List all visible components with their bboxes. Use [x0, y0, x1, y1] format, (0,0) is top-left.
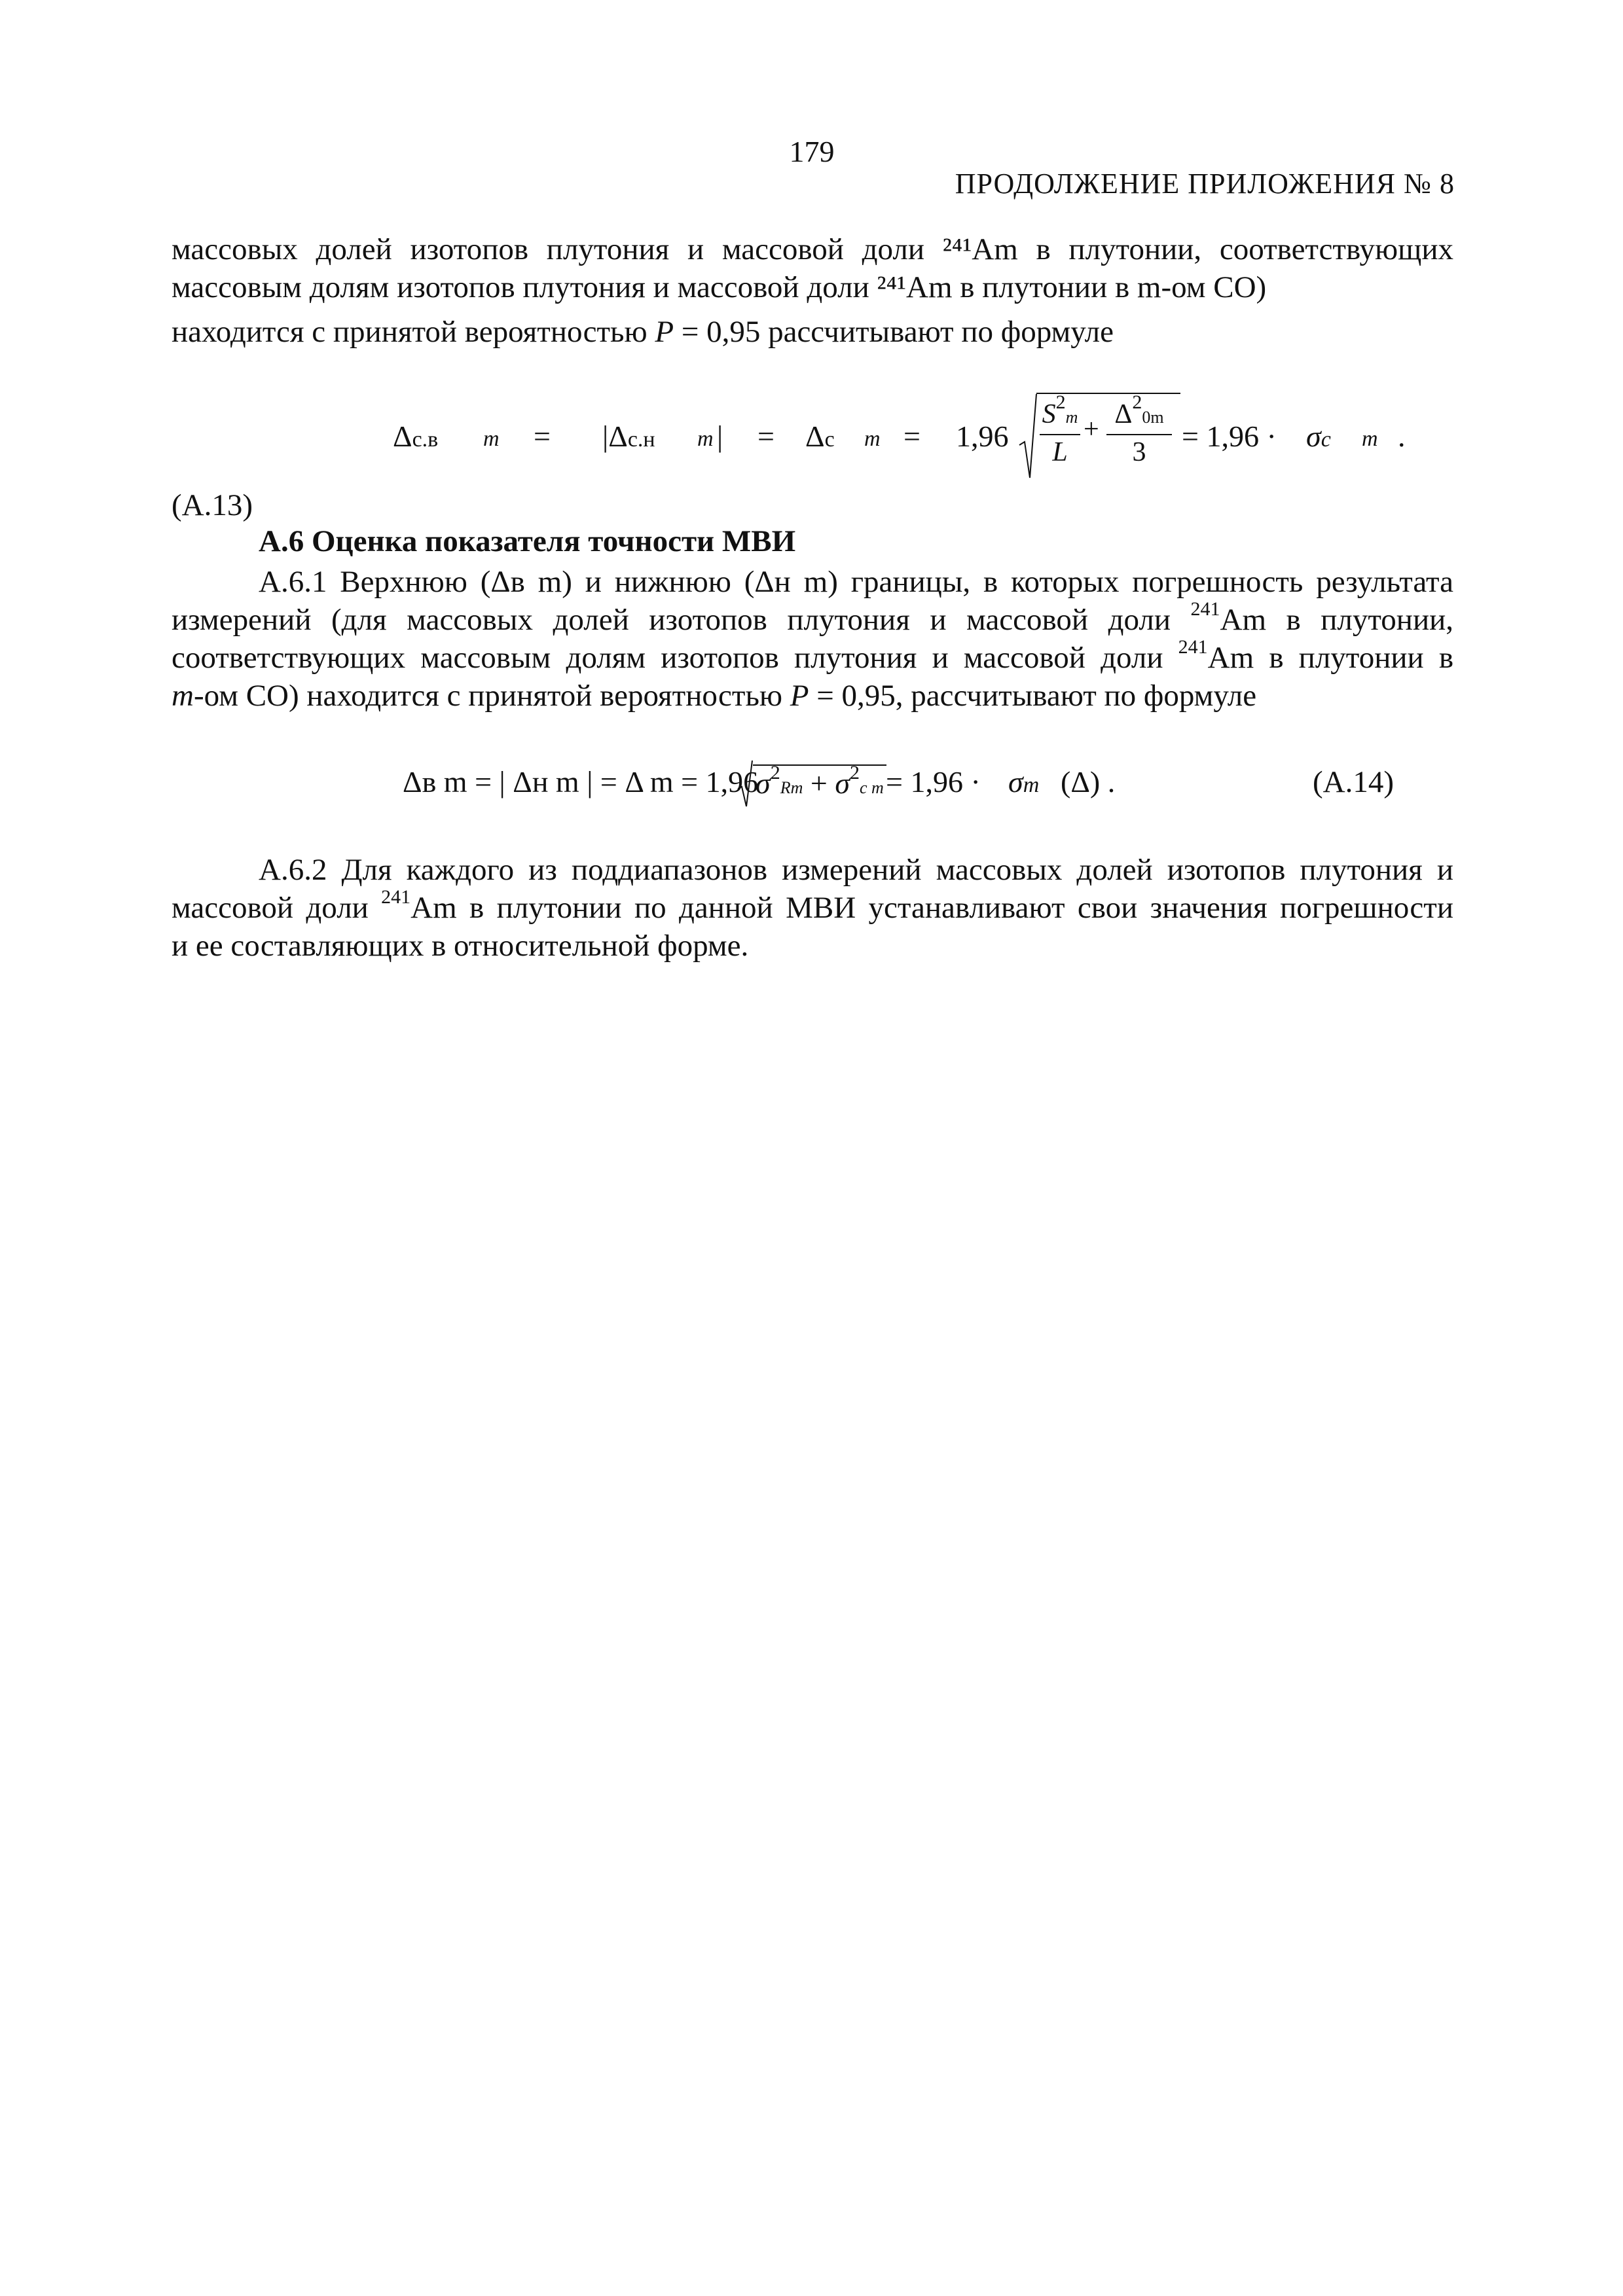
a13-m-1: m [483, 427, 500, 451]
intro-line3-post: = 0,95 рассчитывают по формуле [674, 315, 1114, 349]
intro-line-3 [172, 313, 1453, 351]
formula-a14 [403, 759, 1450, 812]
page-number: 179 [789, 135, 835, 168]
delta-v-symbol: Δв m [490, 565, 562, 599]
formula-a13 [393, 393, 1414, 484]
a61-line-1: А.6.1 Верхнюю (Δв m) и нижнюю (Δн m) границы, в которых погрешность результата [259, 565, 1454, 599]
a13-m-2: m [697, 427, 714, 451]
a13-eq-2: = [757, 420, 775, 453]
a13-coefficient: 1,96 [956, 420, 1009, 453]
a13-eq-mid: = 1,96 · [1182, 420, 1277, 453]
intro-line3-pre: находится с принятой вероятностью [172, 315, 655, 349]
a14-rhs: = 1,96 · [886, 765, 981, 798]
a61-line-3: соответствующих массовым долям изотопов плутония и массовой доли $^{241}$Am в плутонии в [172, 636, 1454, 675]
a13-eq-1: = [534, 420, 551, 453]
a14-arg: (Δ) . [1061, 765, 1116, 798]
a61-line-2: измерений (для массовых долей изотопов плутония и массовой доли $^{241}$Am в плутонии, [172, 598, 1453, 637]
section-heading: А.6 Оценка показателя точности МВИ [259, 524, 796, 558]
a13-abs-delta-sn: |Δс.н [602, 420, 655, 453]
a13-plus: + [1084, 414, 1099, 444]
delta-n-symbol: Δн m [754, 565, 828, 599]
a13-m-4: m [1362, 427, 1378, 451]
a14-sigma-m: σm [1008, 765, 1040, 798]
sqrt-sign-a13 [1018, 393, 1038, 481]
running-header: ПРОДОЛЖЕНИЕ ПРИЛОЖЕНИЯ № 8 [955, 168, 1455, 200]
a13-eq-3: = [903, 420, 921, 453]
a13-abs-close: | [717, 420, 723, 453]
a13-dot: . [1398, 420, 1406, 453]
a14-lhs: Δв m = | Δн m | = Δ m = 1,96 [403, 765, 759, 798]
formula-a13-label: (А.13) [172, 488, 253, 522]
probability-symbol: P [655, 315, 674, 349]
a13-frac2: $\Delta^20m$ 3 [1106, 398, 1172, 469]
a13-delta-sv: Δс.в [393, 420, 439, 453]
a14-radicand: $\sigma^2Rm + \sigma^2c$ m [753, 764, 886, 800]
intro-lines-1-2: массовых долей изотопов плутония и массовой доли ²⁴¹Am в плутонии, соответствующих массовым долям изотопов плутония и массовой доли ²⁴¹Am в плутонии в m-ом СО) [172, 232, 1453, 304]
a13-frac1: $S^2m$ L [1040, 398, 1080, 469]
a62-line-1: А.6.2 Для каждого из поддиапазонов измерений массовых долей изотопов плутония и [259, 853, 1453, 887]
a13-delta-c: Δс [805, 420, 835, 453]
a13-sigma-c: σc [1306, 420, 1331, 453]
sqrt-sign-a14 [737, 759, 754, 808]
a13-m-3: m [864, 427, 881, 451]
a62-line-3: и ее составляющих в относительной форме. [172, 929, 749, 963]
a61-line-4: m-ом СО) находится с принятой вероятностью P = 0,95, рассчитывают по формуле [172, 679, 1257, 713]
formula-a14-label: (А.14) [1313, 765, 1394, 799]
a62-line-2: массовой доли $^{241}$Am в плутонии по данной МВИ устанавливают свои значения погрешности [172, 886, 1453, 925]
